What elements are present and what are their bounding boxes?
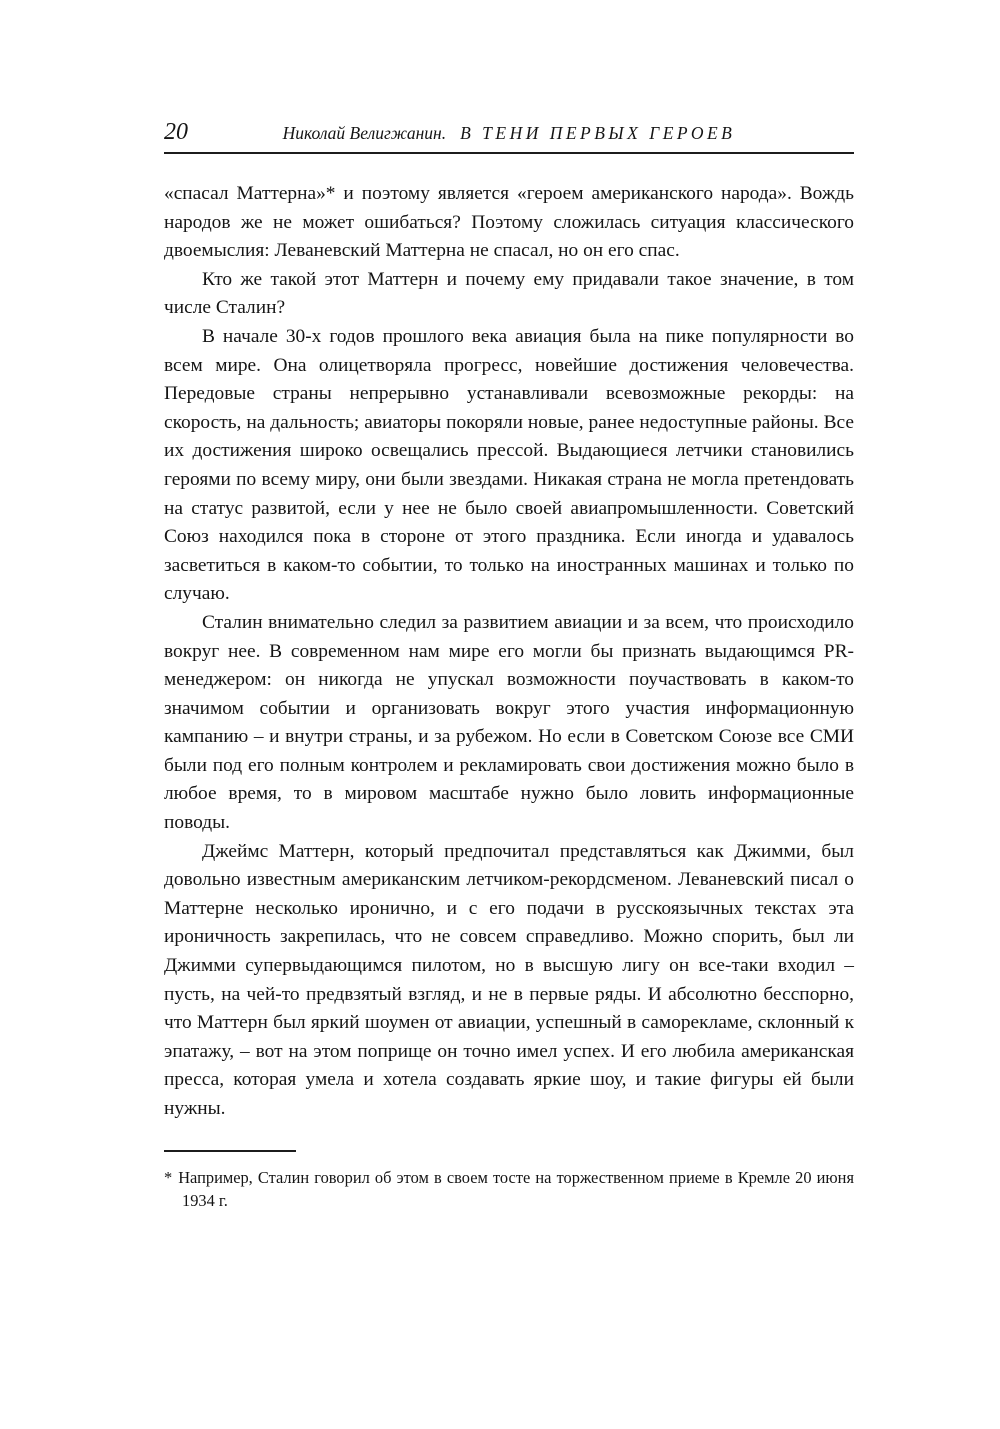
running-title-book: В ТЕНИ ПЕРВЫХ ГЕРОЕВ <box>460 123 736 143</box>
paragraph: Сталин внимательно следил за развитием авиации и за всем, что происходило вокруг нее. В современном нам мире его могли бы признать выдающимся PR-менеджером: он никогда не упускал возможности поучаствовать в каком-то значимом событии и организовать вокруг этого участия информационную кампанию – и внутри страны, и за рубежом. Но если в Советском Союзе все СМИ были под его полным контролем и рекламировать свои достижения можно было в любое время, то в мировом масштабе нужно было ловить информационные поводы. <box>164 611 854 834</box>
footnote-marker: * <box>164 1167 173 1187</box>
header-rule <box>164 152 854 154</box>
footnote-text: Например, Сталин говорил об этом в своем тосте на торжественном приеме в Кремле 20 июня 1934 г. <box>178 1167 854 1210</box>
body-text <box>164 180 854 1124</box>
footnote <box>164 1166 854 1212</box>
paragraph: В начале 30-х годов прошлого века авиация была на пике популярности во всем мире. Она олицетворяла прогресс, новейшие достижения человечества. Передовые страны непрерывно устанавливали всевозможные рекорды: на скорость, на дальность; авиаторы покоряли новые, ранее недоступные районы. Все их достижения широко освещались прессой. Выдающиеся летчики становились героями по всему миру, они были звездами. Никакая страна не могла претендовать на статус развитой, если у нее не было своей авиапромышленности. Советский Союз находился пока в стороне от этого праздника. Если иногда и удавалось засветиться в каком-то событии, то только на иностранных машинах и только по случаю. <box>164 325 854 605</box>
footnote-separator <box>164 1150 296 1152</box>
footnote-line <box>164 1166 854 1212</box>
page-number: 20 <box>164 119 188 145</box>
paragraph: «спасал Маттерна»* и поэтому является «героем американского народа». Вождь народов же не может ошибаться? Поэтому сложилась ситуация классического двоемыслия: Леваневский Маттерна не спасал, но он его спас. <box>164 183 854 262</box>
running-title <box>164 123 854 144</box>
running-title-author: Николай Велигжанин. <box>282 123 447 143</box>
paragraph: Кто же такой этот Маттерн и почему ему придавали такое значение, в том числе Сталин? <box>164 268 854 319</box>
running-header <box>164 116 854 148</box>
paragraph: Джеймс Маттерн, который предпочитал представляться как Джимми, был довольно известным американским летчиком-рекордсменом. Леваневский писал о Маттерне несколько иронично, и с его подачи в русскоязычных текстах эта ироничность закрепилась, что не совсем справедливо. Можно спорить, был ли Джимми супервыдающимся пилотом, но в высшую лигу он все-таки входил – пусть, на чей-то предвзятый взгляд, и не в первые ряды. И абсолютно бесспорно, что Маттерн был яркий шоумен от авиации, успешный в саморекламе, склонный к эпатажу, – вот на этом поприще он точно имел успех. И его любила американская пресса, которая умела и хотела создавать яркие шоу, и такие фигуры ей были нужны. <box>164 840 854 1119</box>
